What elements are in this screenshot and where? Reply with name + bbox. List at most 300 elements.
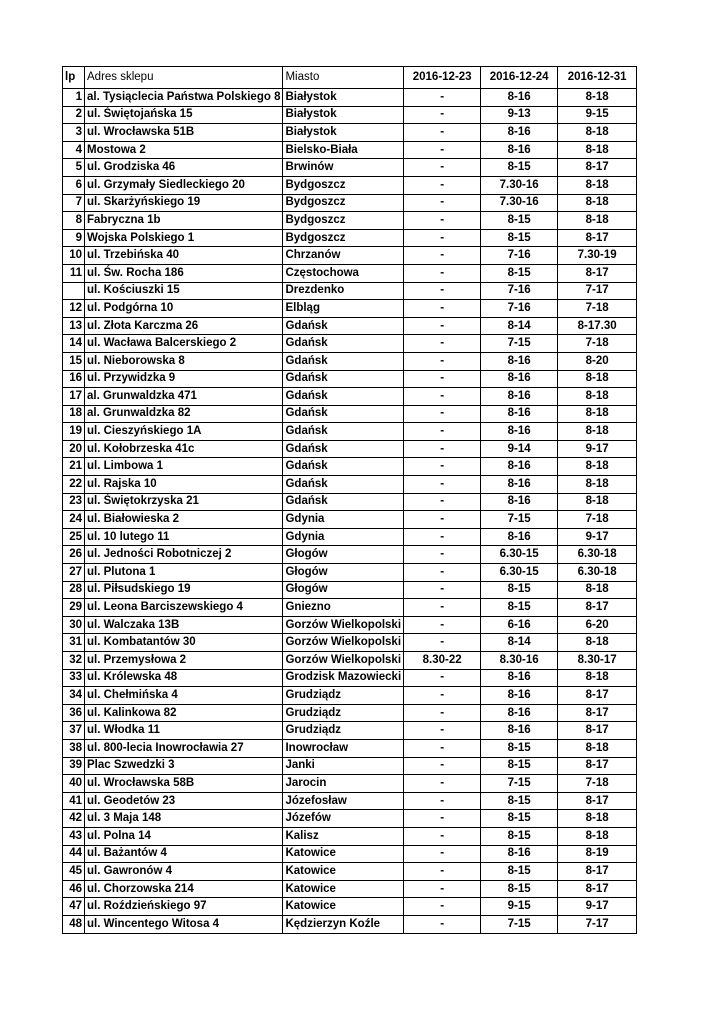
cell-date-2: 8-16 [481,405,558,423]
table-row [63,757,637,775]
cell-address: ul. Podgórna 10 [85,300,283,318]
cell-lp: 48 [63,915,85,933]
cell-date-3: 8-17 [558,229,637,247]
table-row [63,546,637,564]
table-row [63,476,637,494]
table-row [63,458,637,476]
cell-address: ul. Wrocławska 58B [85,775,283,793]
cell-date-1: - [404,511,481,529]
cell-date-2: 8-16 [481,687,558,705]
cell-date-3: 7-18 [558,775,637,793]
cell-city: Elbląg [283,300,404,318]
cell-date-2: 7-16 [481,247,558,265]
cell-lp: 47 [63,898,85,916]
cell-date-1: - [404,141,481,159]
cell-address: ul. Walczaka 13B [85,616,283,634]
cell-address: ul. Białowieska 2 [85,511,283,529]
cell-date-3: 6.30-18 [558,564,637,582]
table-row [63,775,637,793]
cell-lp: 20 [63,440,85,458]
cell-date-2: 8-15 [481,159,558,177]
cell-city: Inowrocław [283,739,404,757]
table-row [63,124,637,142]
cell-city: Bydgoszcz [283,212,404,230]
cell-date-3: 8-17 [558,792,637,810]
cell-address: Plac Szwedzki 3 [85,757,283,775]
cell-address: ul. Grzymały Siedleckiego 20 [85,176,283,194]
cell-lp: 1 [63,89,85,107]
cell-date-1: - [404,757,481,775]
cell-lp: 39 [63,757,85,775]
cell-date-2: 8-15 [481,212,558,230]
cell-lp: 28 [63,581,85,599]
cell-date-2: 9-14 [481,440,558,458]
cell-date-1: - [404,528,481,546]
table-row [63,440,637,458]
cell-date-1: - [404,775,481,793]
cell-date-2: 8-16 [481,845,558,863]
cell-lp: 6 [63,176,85,194]
cell-date-1: - [404,493,481,511]
cell-date-2: 8-16 [481,124,558,142]
cell-lp: 10 [63,247,85,265]
cell-address: ul. Przemysłowa 2 [85,652,283,670]
cell-date-3: 8-17 [558,687,637,705]
cell-address: ul. Chełmińska 4 [85,687,283,705]
cell-date-2: 6-16 [481,616,558,634]
cell-date-2: 6.30-15 [481,546,558,564]
table-row [63,159,637,177]
cell-address: ul. Polna 14 [85,827,283,845]
cell-date-3: 8-17 [558,704,637,722]
cell-date-3: 8-17 [558,880,637,898]
cell-city: Gdańsk [283,352,404,370]
cell-date-3: 7-18 [558,335,637,353]
cell-date-1: - [404,335,481,353]
cell-date-2: 8-15 [481,599,558,617]
cell-city: Gdańsk [283,388,404,406]
cell-date-2: 8-15 [481,739,558,757]
cell-address: Mostowa 2 [85,141,283,159]
cell-date-1: - [404,370,481,388]
cell-date-1: - [404,282,481,300]
table-row [63,792,637,810]
cell-lp: 23 [63,493,85,511]
cell-date-2: 8-15 [481,264,558,282]
cell-city: Bydgoszcz [283,229,404,247]
cell-address: ul. Chorzowska 214 [85,880,283,898]
table-row [63,634,637,652]
cell-lp: 12 [63,300,85,318]
cell-city: Białystok [283,89,404,107]
cell-date-3: 8-18 [558,194,637,212]
cell-city: Grudziądz [283,722,404,740]
cell-date-3: 8-17 [558,264,637,282]
cell-date-3: 8-18 [558,669,637,687]
cell-lp: 44 [63,845,85,863]
cell-date-3: 8-18 [558,141,637,159]
cell-lp: 18 [63,405,85,423]
cell-date-3: 7-17 [558,915,637,933]
cell-date-2: 7-15 [481,915,558,933]
cell-address: ul. 800-lecia Inowrocławia 27 [85,739,283,757]
cell-city: Gdynia [283,528,404,546]
table-row [63,335,637,353]
header-row [63,67,637,89]
table-row [63,264,637,282]
cell-city: Gniezno [283,599,404,617]
cell-lp: 36 [63,704,85,722]
cell-city: Brwinów [283,159,404,177]
table-row [63,652,637,670]
cell-date-2: 8-15 [481,827,558,845]
table-row [63,863,637,881]
cell-city: Katowice [283,863,404,881]
cell-date-1: - [404,229,481,247]
cell-lp: 13 [63,317,85,335]
cell-city: Kędzierzyn Koźle [283,915,404,933]
cell-lp: 15 [63,352,85,370]
cell-address: ul. Kościuszki 15 [85,282,283,300]
cell-date-3: 8.30-17 [558,652,637,670]
cell-city: Głogów [283,546,404,564]
cell-date-1: - [404,599,481,617]
cell-date-3: 8-17.30 [558,317,637,335]
cell-city: Głogów [283,581,404,599]
table-row [63,564,637,582]
cell-date-1: - [404,476,481,494]
cell-date-3: 8-18 [558,581,637,599]
cell-city: Białystok [283,106,404,124]
cell-lp: 26 [63,546,85,564]
cell-date-3: 8-18 [558,634,637,652]
cell-date-2: 7-15 [481,335,558,353]
cell-address: ul. 10 lutego 11 [85,528,283,546]
table-row [63,317,637,335]
cell-lp: 31 [63,634,85,652]
cell-date-1: - [404,317,481,335]
cell-date-3: 8-19 [558,845,637,863]
table-row [63,300,637,318]
cell-date-3: 8-18 [558,89,637,107]
cell-address: ul. Roździeńskiego 97 [85,898,283,916]
cell-date-1: - [404,880,481,898]
cell-date-3: 8-20 [558,352,637,370]
cell-city: Gdańsk [283,493,404,511]
table-row [63,915,637,933]
cell-city: Bydgoszcz [283,176,404,194]
cell-lp: 24 [63,511,85,529]
cell-lp: 38 [63,739,85,757]
cell-city: Gdańsk [283,370,404,388]
cell-date-1: - [404,405,481,423]
cell-date-2: 7-15 [481,511,558,529]
cell-address: ul. Bażantów 4 [85,845,283,863]
cell-date-1: - [404,546,481,564]
cell-date-3: 8-18 [558,370,637,388]
cell-lp: 16 [63,370,85,388]
table-row [63,247,637,265]
cell-date-1: - [404,898,481,916]
cell-address: ul. Złota Karczma 26 [85,317,283,335]
cell-date-3: 9-15 [558,106,637,124]
cell-lp [63,282,85,300]
cell-date-2: 8-16 [481,388,558,406]
cell-date-2: 8-16 [481,704,558,722]
cell-city: Gdynia [283,511,404,529]
cell-date-3: 8-18 [558,827,637,845]
header-lp: lp [63,67,85,89]
cell-date-1: - [404,792,481,810]
cell-date-3: 6-20 [558,616,637,634]
cell-address: Fabryczna 1b [85,212,283,230]
table-row [63,194,637,212]
cell-date-2: 6.30-15 [481,564,558,582]
cell-city: Gorzów Wielkopolski [283,616,404,634]
cell-date-3: 8-18 [558,810,637,828]
cell-lp: 8 [63,212,85,230]
cell-lp: 46 [63,880,85,898]
cell-city: Grudziądz [283,704,404,722]
cell-lp: 3 [63,124,85,142]
cell-lp: 29 [63,599,85,617]
cell-date-3: 8-18 [558,212,637,230]
table-row [63,722,637,740]
cell-city: Janki [283,757,404,775]
cell-city: Głogów [283,564,404,582]
cell-city: Gdańsk [283,476,404,494]
cell-date-3: 8-18 [558,388,637,406]
cell-date-3: 7.30-19 [558,247,637,265]
cell-address: al. Tysiąclecia Państwa Polskiego 8 [85,89,283,107]
cell-date-2: 7-16 [481,300,558,318]
cell-city: Józefosław [283,792,404,810]
cell-lp: 14 [63,335,85,353]
cell-date-2: 7.30-16 [481,176,558,194]
cell-address: ul. Wrocławska 51B [85,124,283,142]
cell-address: ul. Kalinkowa 82 [85,704,283,722]
cell-date-1: - [404,863,481,881]
cell-date-2: 8-16 [481,528,558,546]
cell-lp: 22 [63,476,85,494]
cell-lp: 45 [63,863,85,881]
cell-lp: 42 [63,810,85,828]
cell-city: Bydgoszcz [283,194,404,212]
cell-lp: 43 [63,827,85,845]
cell-city: Gdańsk [283,440,404,458]
table-row [63,599,637,617]
table-row [63,106,637,124]
cell-date-1: - [404,212,481,230]
cell-address: al. Grunwaldzka 471 [85,388,283,406]
cell-address: Wojska Polskiego 1 [85,229,283,247]
table-row [63,669,637,687]
cell-address: ul. Wincentego Witosa 4 [85,915,283,933]
cell-date-2: 8-14 [481,317,558,335]
cell-address: ul. Piłsudskiego 19 [85,581,283,599]
cell-city: Katowice [283,880,404,898]
cell-date-3: 8-17 [558,757,637,775]
header-date-2: 2016-12-24 [481,67,558,89]
cell-address: ul. Limbowa 1 [85,458,283,476]
cell-date-3: 8-18 [558,458,637,476]
cell-city: Gorzów Wielkopolski [283,634,404,652]
cell-date-3: 8-17 [558,599,637,617]
cell-address: ul. Rajska 10 [85,476,283,494]
cell-address: ul. Włodka 11 [85,722,283,740]
cell-date-3: 9-17 [558,440,637,458]
cell-city: Chrzanów [283,247,404,265]
table-row [63,511,637,529]
cell-lp: 30 [63,616,85,634]
cell-address: ul. Królewska 48 [85,669,283,687]
cell-city: Gorzów Wielkopolski [283,652,404,670]
cell-date-2: 8.30-16 [481,652,558,670]
cell-city: Grodzisk Mazowiecki [283,669,404,687]
table-row [63,352,637,370]
cell-address: ul. Świętojańska 15 [85,106,283,124]
cell-lp: 33 [63,669,85,687]
table-row [63,845,637,863]
cell-date-1: - [404,845,481,863]
cell-date-3: 7-18 [558,511,637,529]
cell-date-2: 8-15 [481,880,558,898]
cell-date-3: 7-17 [558,282,637,300]
table-row [63,229,637,247]
cell-date-1: - [404,915,481,933]
cell-date-3: 9-17 [558,528,637,546]
cell-address: ul. Plutona 1 [85,564,283,582]
cell-date-3: 9-17 [558,898,637,916]
cell-city: Gdańsk [283,423,404,441]
cell-address: ul. Przywidzka 9 [85,370,283,388]
cell-date-2: 8-16 [481,370,558,388]
cell-date-2: 8-16 [481,141,558,159]
cell-date-2: 8-15 [481,757,558,775]
table-row [63,282,637,300]
cell-date-1: - [404,194,481,212]
cell-date-1: - [404,124,481,142]
table-row [63,827,637,845]
table-body [63,89,637,934]
cell-date-2: 9-15 [481,898,558,916]
cell-date-1: - [404,300,481,318]
table-row [63,89,637,107]
cell-lp: 11 [63,264,85,282]
cell-address: ul. Wacława Balcerskiego 2 [85,335,283,353]
cell-date-1: - [404,247,481,265]
cell-date-1: - [404,106,481,124]
cell-lp: 40 [63,775,85,793]
table-row [63,739,637,757]
cell-lp: 9 [63,229,85,247]
table-row [63,176,637,194]
cell-date-1: - [404,264,481,282]
cell-date-2: 7-16 [481,282,558,300]
table-row [63,141,637,159]
cell-date-2: 8-15 [481,581,558,599]
cell-address: ul. Grodziska 46 [85,159,283,177]
cell-date-2: 8-15 [481,229,558,247]
table-row [63,687,637,705]
cell-lp: 27 [63,564,85,582]
cell-lp: 32 [63,652,85,670]
header-address: Adres sklepu [85,67,283,89]
cell-date-3: 8-18 [558,124,637,142]
table-row [63,704,637,722]
cell-address: ul. Św. Rocha 186 [85,264,283,282]
table-row [63,810,637,828]
cell-date-1: - [404,634,481,652]
cell-city: Białystok [283,124,404,142]
header-date-1: 2016-12-23 [404,67,481,89]
cell-date-2: 8-14 [481,634,558,652]
cell-city: Katowice [283,898,404,916]
cell-date-3: 8-18 [558,739,637,757]
cell-city: Grudziądz [283,687,404,705]
cell-address: ul. 3 Maja 148 [85,810,283,828]
cell-date-2: 8-16 [481,423,558,441]
cell-date-2: 7.30-16 [481,194,558,212]
cell-date-3: 8-17 [558,159,637,177]
table-row [63,528,637,546]
cell-date-1: - [404,827,481,845]
cell-city: Gdańsk [283,335,404,353]
table-row [63,616,637,634]
cell-date-1: - [404,687,481,705]
cell-address: ul. Gawronów 4 [85,863,283,881]
store-hours-table [62,66,637,934]
cell-date-3: 7-18 [558,300,637,318]
table-row [63,581,637,599]
cell-city: Katowice [283,845,404,863]
cell-date-3: 8-18 [558,476,637,494]
cell-address: ul. Geodetów 23 [85,792,283,810]
cell-date-1: - [404,581,481,599]
table-row [63,388,637,406]
cell-date-2: 8-16 [481,458,558,476]
table-row [63,423,637,441]
cell-date-3: 6.30-18 [558,546,637,564]
table-row [63,898,637,916]
cell-city: Drezdenko [283,282,404,300]
cell-date-1: 8.30-22 [404,652,481,670]
cell-address: ul. Cieszyńskiego 1A [85,423,283,441]
table-row [63,370,637,388]
cell-lp: 5 [63,159,85,177]
cell-address: ul. Jedności Robotniczej 2 [85,546,283,564]
cell-city: Kalisz [283,827,404,845]
cell-lp: 34 [63,687,85,705]
cell-date-2: 8-15 [481,863,558,881]
cell-lp: 25 [63,528,85,546]
cell-address: ul. Trzebińska 40 [85,247,283,265]
table-row [63,880,637,898]
cell-lp: 17 [63,388,85,406]
cell-date-1: - [404,89,481,107]
cell-date-1: - [404,458,481,476]
cell-city: Jarocin [283,775,404,793]
cell-lp: 41 [63,792,85,810]
cell-date-1: - [404,616,481,634]
cell-lp: 37 [63,722,85,740]
cell-date-1: - [404,352,481,370]
cell-date-1: - [404,564,481,582]
cell-date-2: 9-13 [481,106,558,124]
cell-date-1: - [404,159,481,177]
cell-date-1: - [404,739,481,757]
cell-date-3: 8-18 [558,405,637,423]
